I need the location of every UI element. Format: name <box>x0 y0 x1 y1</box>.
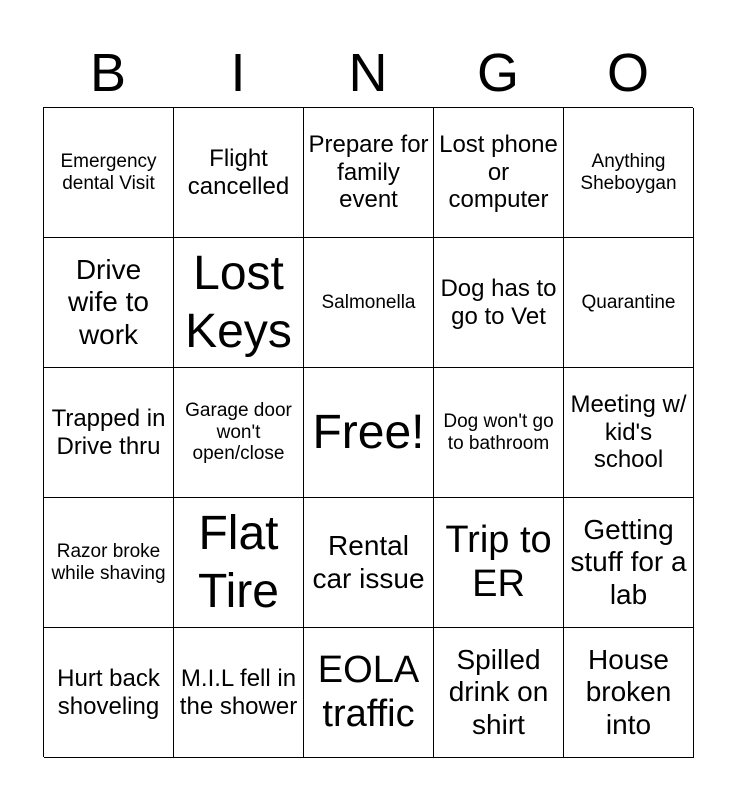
header-letter-i: I <box>230 43 246 103</box>
cell-text: Spilled drink on shirt <box>448 644 549 740</box>
bingo-cell[interactable] <box>44 628 174 758</box>
cell-text: Drive wife to work <box>68 254 149 350</box>
cell-text: Meeting w/ kid's school <box>570 391 687 474</box>
bingo-cell[interactable] <box>564 238 694 368</box>
bingo-cell[interactable] <box>564 498 694 628</box>
bingo-cell[interactable] <box>564 368 694 498</box>
bingo-cell[interactable] <box>44 108 174 238</box>
cell-text: M.I.L fell in the shower <box>179 664 298 720</box>
bingo-cell[interactable] <box>44 498 174 628</box>
bingo-cell[interactable] <box>174 628 304 758</box>
cell-text: Flight cancelled <box>187 144 290 200</box>
header-letter-g: G <box>476 43 519 103</box>
cell-text: Razor broke while shaving <box>51 540 166 584</box>
cell-text: Garage door won't open/close <box>185 399 292 465</box>
bingo-cell[interactable] <box>434 628 564 758</box>
cell-text: EOLA traffic <box>317 648 420 735</box>
bingo-cell[interactable] <box>564 108 694 238</box>
cell-text: Getting stuff for a lab <box>570 514 687 610</box>
bingo-cell[interactable] <box>304 628 434 758</box>
cell-text: Rental car issue <box>312 530 425 594</box>
bingo-cell[interactable] <box>174 498 304 628</box>
cell-text: Lost Keys <box>185 246 292 358</box>
cell-text: Flat Tire <box>198 506 279 618</box>
bingo-cell[interactable] <box>44 238 174 368</box>
cell-text: Lost phone or computer <box>439 131 558 214</box>
bingo-cell[interactable] <box>304 238 434 368</box>
header-letter-b: B <box>89 43 127 103</box>
bingo-cell[interactable] <box>174 368 304 498</box>
bingo-cell[interactable] <box>434 368 564 498</box>
header-letter-o: O <box>606 43 649 103</box>
bingo-cell[interactable] <box>304 498 434 628</box>
header-letter-n: N <box>348 43 388 103</box>
cell-text: Anything Sheboygan <box>580 150 677 194</box>
bingo-board <box>43 107 693 757</box>
cell-text: Salmonella <box>321 291 416 313</box>
free-space-text: Free! <box>312 405 425 459</box>
bingo-header <box>43 40 693 106</box>
cell-text: Hurt back shoveling <box>57 664 160 720</box>
cell-text: Dog has to go to Vet <box>440 274 557 330</box>
bingo-cell[interactable] <box>174 108 304 238</box>
bingo-cell[interactable] <box>434 238 564 368</box>
bingo-cell[interactable] <box>434 108 564 238</box>
bingo-cell[interactable] <box>174 238 304 368</box>
cell-text: Trip to ER <box>445 518 552 605</box>
bingo-cell[interactable] <box>44 368 174 498</box>
cell-text: Prepare for family event <box>308 131 429 214</box>
cell-text: Dog won't go to bathroom <box>443 410 554 454</box>
cell-text: Trapped in Drive thru <box>51 404 166 460</box>
bingo-cell[interactable] <box>564 628 694 758</box>
free-space-cell[interactable] <box>304 368 434 498</box>
cell-text: House broken into <box>585 644 672 740</box>
bingo-cell[interactable] <box>434 498 564 628</box>
cell-text: Quarantine <box>581 291 676 313</box>
cell-text: Emergency dental Visit <box>60 150 157 194</box>
bingo-cell[interactable] <box>304 108 434 238</box>
